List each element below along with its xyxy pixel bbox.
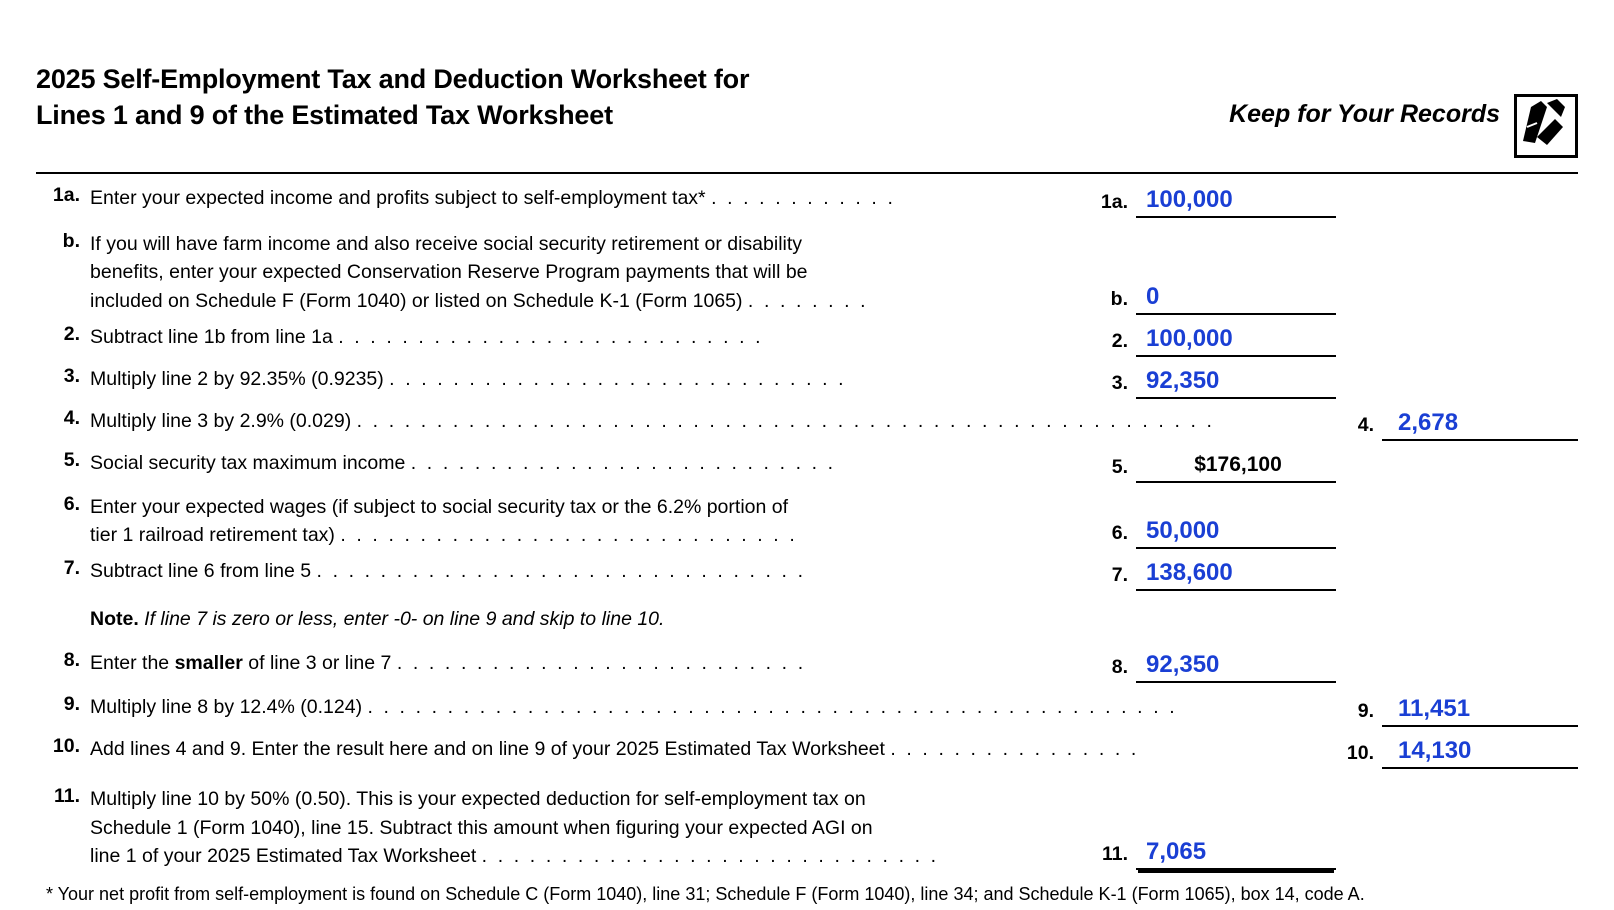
page-header bbox=[36, 0, 1578, 158]
line-number: 5. bbox=[63, 448, 80, 471]
keep-for-records bbox=[1229, 62, 1578, 158]
pencil-records-icon bbox=[1514, 94, 1578, 158]
line-description: Multiply line 2 by 92.35% (0.9235) bbox=[90, 367, 384, 390]
amount-field-4[interactable]: 2,678 bbox=[1382, 409, 1578, 441]
line-row-8 bbox=[36, 639, 1578, 683]
amount-field-9[interactable]: 11,451 bbox=[1382, 695, 1578, 727]
line-description-l1: If you will have farm income and also receive social security retirement or disability bbox=[90, 233, 803, 255]
note-label: Note. bbox=[90, 608, 139, 631]
line-description-pre: Enter the bbox=[90, 652, 175, 675]
leader-dots: . . . . . . . . . . . . . . . . bbox=[890, 738, 1139, 761]
line-number: 8. bbox=[63, 649, 80, 672]
line-description-l3: line 1 of your 2025 Estimated Tax Worksheet bbox=[90, 844, 477, 867]
line-description-l1: Enter your expected wages (if subject to social security tax or the 6.2% portion of bbox=[90, 495, 789, 518]
line-text bbox=[90, 407, 1336, 435]
note-text bbox=[90, 605, 664, 633]
line-description-l3: included on Schedule F (Form 1040) or listed on Schedule K-1 (Form 1065) bbox=[90, 289, 743, 312]
line-row-9 bbox=[36, 683, 1578, 727]
leader-dots: . . . . . . . . bbox=[747, 289, 869, 312]
amount-field-1a[interactable]: 100,000 bbox=[1136, 186, 1336, 218]
leader-dots: . . . . . . . . . . . . . . . . . . . . . . . . . . . bbox=[338, 325, 764, 348]
leader-dots: . . . . . . . . . . . . . . . . . . . . . . . . . . bbox=[396, 652, 806, 675]
line-row-7 bbox=[36, 549, 1578, 591]
line-label: 9. bbox=[1357, 700, 1374, 723]
amount-field-1b[interactable]: 0 bbox=[1136, 283, 1336, 315]
title-line-2: Lines 1 and 9 of the Estimated Tax Worksheet bbox=[36, 99, 613, 130]
line-number: 11. bbox=[53, 785, 80, 808]
leader-dots: . . . . . . . . . . . . . . . . . . . . . . . . . . . . . . . . . . . . . . . . . . . . . . . . . . . . . . bbox=[356, 409, 1215, 432]
title-line-1: 2025 Self-Employment Tax and Deduction Worksheet for bbox=[36, 64, 750, 94]
line-label: 1a. bbox=[1100, 191, 1128, 213]
line-description: Add lines 4 and 9. Enter the result here and on line 9 of your 2025 Estimated Tax Worksheet bbox=[90, 738, 885, 761]
amount-field-3[interactable]: 92,350 bbox=[1136, 367, 1336, 399]
line-text bbox=[90, 323, 1092, 351]
line-text bbox=[90, 557, 1092, 585]
line-description-post: of line 3 or line 7 bbox=[242, 652, 392, 675]
line-number: b. bbox=[62, 230, 80, 252]
worksheet-lines bbox=[36, 174, 1578, 870]
amount-field-2[interactable]: 100,000 bbox=[1136, 325, 1336, 357]
note-row bbox=[36, 591, 1578, 639]
line-row-11 bbox=[36, 769, 1578, 870]
line-label: 6. bbox=[1111, 522, 1128, 545]
line-label: 10. bbox=[1346, 742, 1374, 765]
line-label: 5. bbox=[1111, 455, 1128, 478]
line-row-3 bbox=[36, 357, 1578, 399]
leader-dots: . . . . . . . . . . . . . . . . . . . . . . . . . . . . . . . bbox=[316, 560, 806, 583]
leader-dots: . . . . . . . . . . . . . . . . . . . . . . . . . . . . . bbox=[389, 367, 847, 390]
amount-field-8[interactable]: 92,350 bbox=[1136, 651, 1336, 683]
line-description-l3-wrap bbox=[90, 287, 1086, 315]
line-description-l1: Multiply line 10 by 50% (0.50). This is your expected deduction for self-employment tax on bbox=[90, 788, 866, 811]
line-label: b. bbox=[1110, 287, 1128, 310]
line-text bbox=[90, 693, 1336, 721]
line-text bbox=[90, 230, 1092, 315]
line-description: Multiply line 8 by 12.4% (0.124) bbox=[90, 696, 363, 719]
leader-dots: . . . . . . . . . . . . . . . . . . . . . . . . . . . . . bbox=[481, 844, 939, 867]
line-label: 7. bbox=[1111, 564, 1128, 587]
leader-dots: . . . . . . . . . . . . . . . . . . . . . . . . . . . . . bbox=[340, 524, 798, 547]
line-label: 3. bbox=[1111, 371, 1128, 394]
amount-field-10[interactable]: 14,130 bbox=[1382, 737, 1578, 769]
line-number: 7. bbox=[63, 557, 80, 580]
amount-field-11[interactable]: 7,065 bbox=[1136, 838, 1336, 870]
line-number: 9. bbox=[63, 693, 80, 716]
page-title bbox=[36, 62, 749, 133]
line-number: 1a. bbox=[52, 184, 80, 206]
keep-for-records-label: Keep for Your Records bbox=[1229, 100, 1500, 128]
line-number: 2. bbox=[63, 322, 80, 345]
note-body: If line 7 is zero or less, enter -0- on line 9 and skip to line 10. bbox=[144, 608, 665, 631]
line-text bbox=[90, 785, 1092, 870]
leader-dots: . . . . . . . . . . . . bbox=[711, 187, 896, 209]
line-description-l2: tier 1 railroad retirement tax) bbox=[90, 524, 335, 547]
line-description: Subtract line 1b from line 1a bbox=[90, 325, 333, 348]
line-text bbox=[90, 493, 1092, 550]
line-number: 4. bbox=[63, 406, 80, 429]
line-row-1b bbox=[36, 218, 1578, 315]
line-description-l2: Schedule 1 (Form 1040), line 15. Subtract this amount when figuring your expected AGI on bbox=[90, 816, 873, 839]
line-text bbox=[90, 449, 1092, 477]
line-number: 3. bbox=[63, 364, 80, 387]
line-text bbox=[90, 365, 1092, 393]
line-description: Subtract line 6 from line 5 bbox=[90, 560, 312, 583]
line-description-l2: benefits, enter your expected Conservation Reserve Program payments that will be bbox=[90, 261, 808, 284]
line-text bbox=[90, 649, 1092, 677]
line-label: 4. bbox=[1357, 413, 1374, 436]
line-row-10 bbox=[36, 727, 1578, 769]
line-text bbox=[90, 184, 1092, 212]
line-label: 2. bbox=[1111, 329, 1128, 352]
line-description: Enter your expected income and profits subject to self-employment tax* bbox=[90, 187, 706, 209]
amount-field-6[interactable]: 50,000 bbox=[1136, 517, 1336, 549]
line-number: 6. bbox=[63, 492, 80, 515]
line-label: 11. bbox=[1101, 843, 1128, 866]
line-description-emph: smaller bbox=[174, 652, 243, 675]
line-description: Multiply line 3 by 2.9% (0.029) bbox=[90, 409, 352, 432]
line-number: 10. bbox=[52, 735, 80, 758]
leader-dots: . . . . . . . . . . . . . . . . . . . . . . . . . . . . . . . . . . . . . . . . . . . . . . . . . . . bbox=[367, 696, 1178, 719]
line-description-l2-wrap bbox=[90, 521, 1086, 549]
line-label: 8. bbox=[1111, 656, 1128, 679]
leader-dots: . . . . . . . . . . . . . . . . . . . . . . . . . . . bbox=[410, 451, 836, 474]
line-text bbox=[90, 735, 1336, 763]
amount-field-7[interactable]: 138,600 bbox=[1136, 559, 1336, 591]
footnote: * Your net profit from self-employment is found on Schedule C (Form 1040), line 31; Schedule F (Form 1040), line 34; and Schedule K-1 (Form 1065), box 14, code A. bbox=[46, 884, 1365, 905]
line-row-4 bbox=[36, 399, 1578, 441]
line-row-6 bbox=[36, 483, 1578, 550]
amount-field-5: $176,100 bbox=[1136, 453, 1336, 483]
line-row-5 bbox=[36, 441, 1578, 483]
line-row-1a bbox=[36, 174, 1578, 218]
line-description: Social security tax maximum income bbox=[90, 451, 406, 474]
line-description-l3-wrap bbox=[90, 842, 1086, 870]
line-row-2 bbox=[36, 315, 1578, 357]
